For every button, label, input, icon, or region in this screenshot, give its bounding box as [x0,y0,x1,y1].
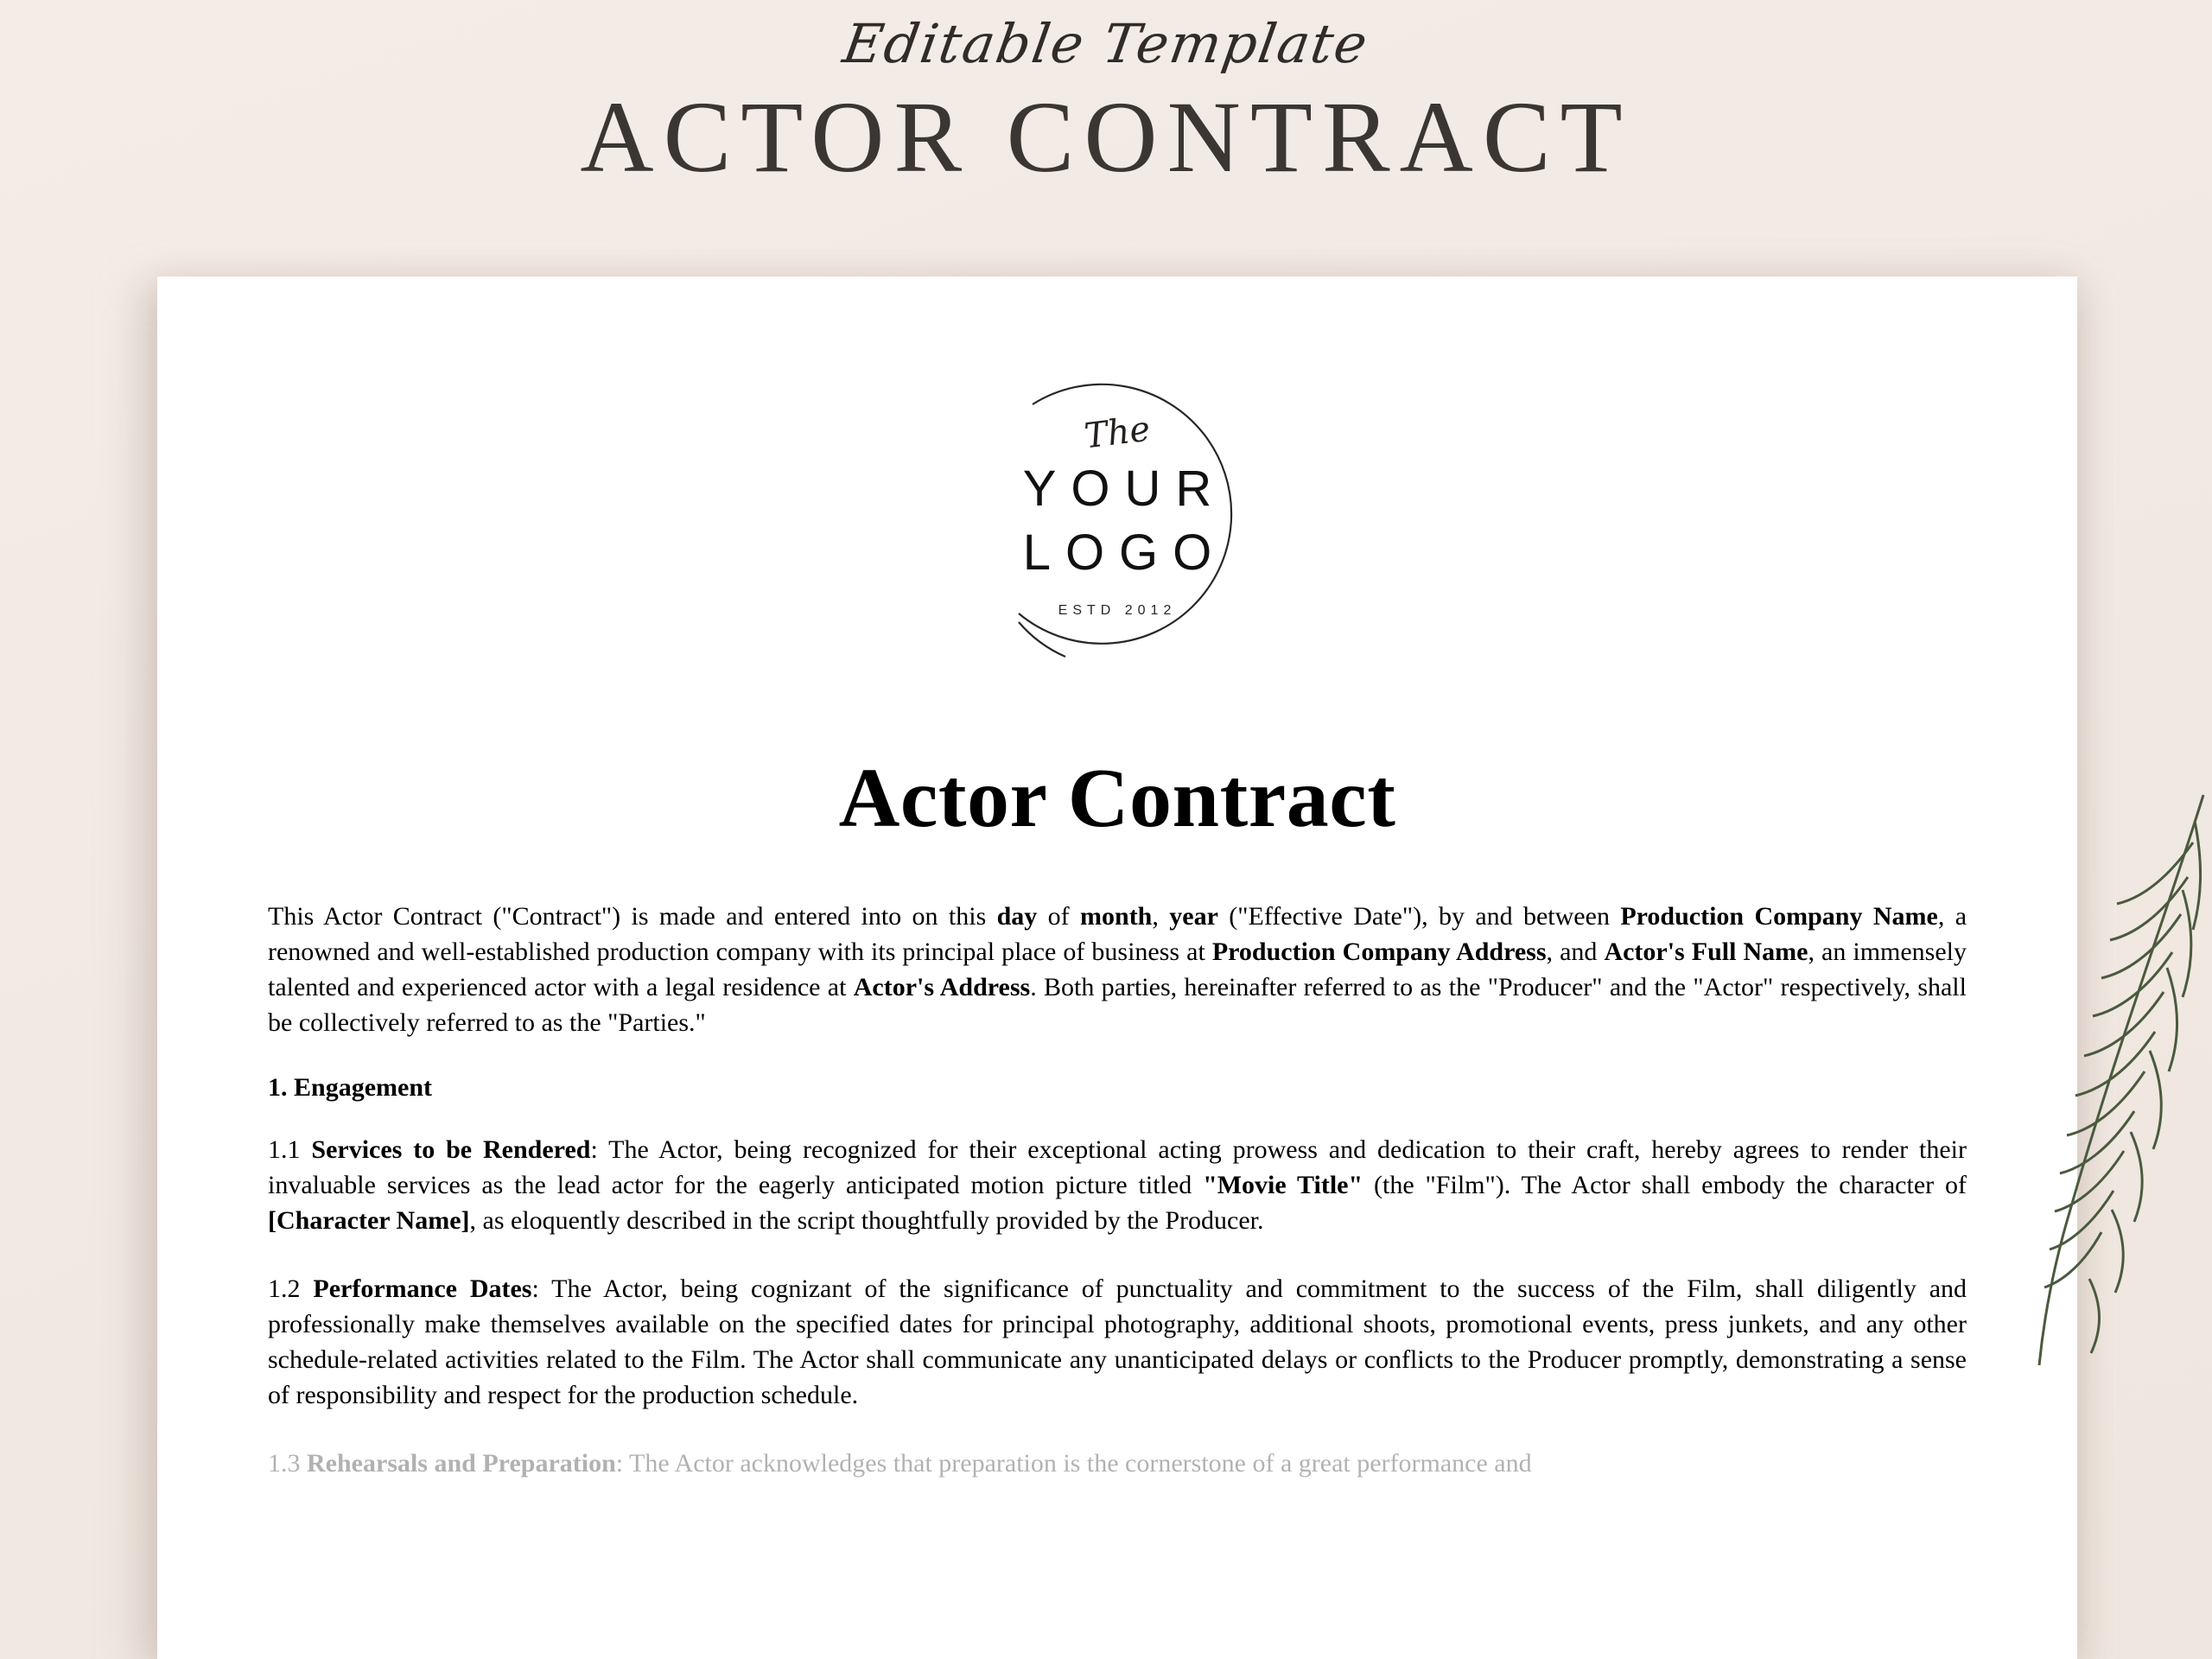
clause-1-1-text-b: (the "Film"). The Actor shall embody the character of [1363,1171,1967,1199]
clause-1-1-number: 1.1 [268,1135,312,1164]
logo [936,363,1299,709]
section-heading-engagement: 1. Engagement [268,1073,432,1102]
intro-text-5: , a renowned and well-established production company with its principal place of business at [268,902,1967,966]
clause-1-1-label: Services to be Rendered [311,1135,591,1164]
logo-line-2: LOGO [1022,524,1227,581]
editable-template-tagline: Editable Template [838,12,1374,75]
clause-1-3 [268,1446,1967,1481]
page-title: ACTOR CONTRACT [580,80,1632,194]
clause-1-1-movie-title: "Movie Title" [1203,1171,1363,1199]
intro-text-1: This Actor Contract ("Contract") is made and entered into on this [268,902,997,931]
clause-1-2 [268,1271,1967,1413]
document-page [157,276,2077,1659]
intro-year: year [1169,902,1218,931]
clause-1-2-text: : The Actor, being cognizant of the significance of punctuality and commitment to the success of the Film, shall diligently and professionally make themselves available on the specified dates for principal photography, additional shoots, promotional events, press junkets, and any other schedule-related activities related to the Film. The Actor shall communicate any unanticipated delays or conflicts to the Producer promptly, demonstrating a sense of responsibility and respect for the production schedule. [268,1274,1967,1409]
header [0,0,2212,268]
clause-1-2-label: Performance Dates [313,1274,532,1303]
logo-estd-text: ESTD 2012 [1058,603,1177,618]
intro-text-3: , [1152,902,1170,931]
intro-paragraph [268,899,1967,1040]
logo-the-text: The [1082,409,1153,457]
intro-actor-address: Actor's Address [853,973,1031,1001]
intro-text-7: , an immensely talented and experienced actor with a legal residence at [268,938,1967,1001]
clause-1-2-number: 1.2 [268,1274,314,1303]
clause-1-3-text: : The Actor acknowledges that preparation is the cornerstone of a great performance and [615,1449,1532,1478]
intro-company-name: Production Company Name [1620,902,1938,931]
logo-line-1: YOUR [1022,461,1227,517]
clause-1-3-number: 1.3 [268,1449,307,1478]
intro-text-2: of [1037,902,1081,931]
intro-text-8: . Both parties, hereinafter referred to as the "Producer" and the "Actor" respectively, shall be collectively referred to as the "Parties." [268,973,1967,1037]
clause-1-1-character-name: [Character Name] [268,1206,470,1235]
intro-month: month [1080,902,1153,931]
clause-1-1-text-c: , as eloquently described in the script thoughtfully provided by the Producer. [469,1206,1264,1235]
intro-text-6: , and [1546,938,1605,966]
clause-1-1 [268,1132,1967,1238]
intro-text-4: ("Effective Date"), by and between [1217,902,1621,931]
intro-company-address: Production Company Address [1211,938,1547,966]
document-title: Actor Contract [838,752,1396,845]
clause-1-1-text-a: : The Actor, being recognized for their exceptional acting prowess and dedication to their craft, hereby agrees to render their invaluable services as the lead actor for the eagerly anticipated motion picture titled [268,1135,1967,1199]
intro-day: day [996,902,1038,931]
clause-1-3-label: Rehearsals and Preparation [307,1449,616,1478]
intro-actor-name: Actor's Full Name [1604,938,1808,966]
